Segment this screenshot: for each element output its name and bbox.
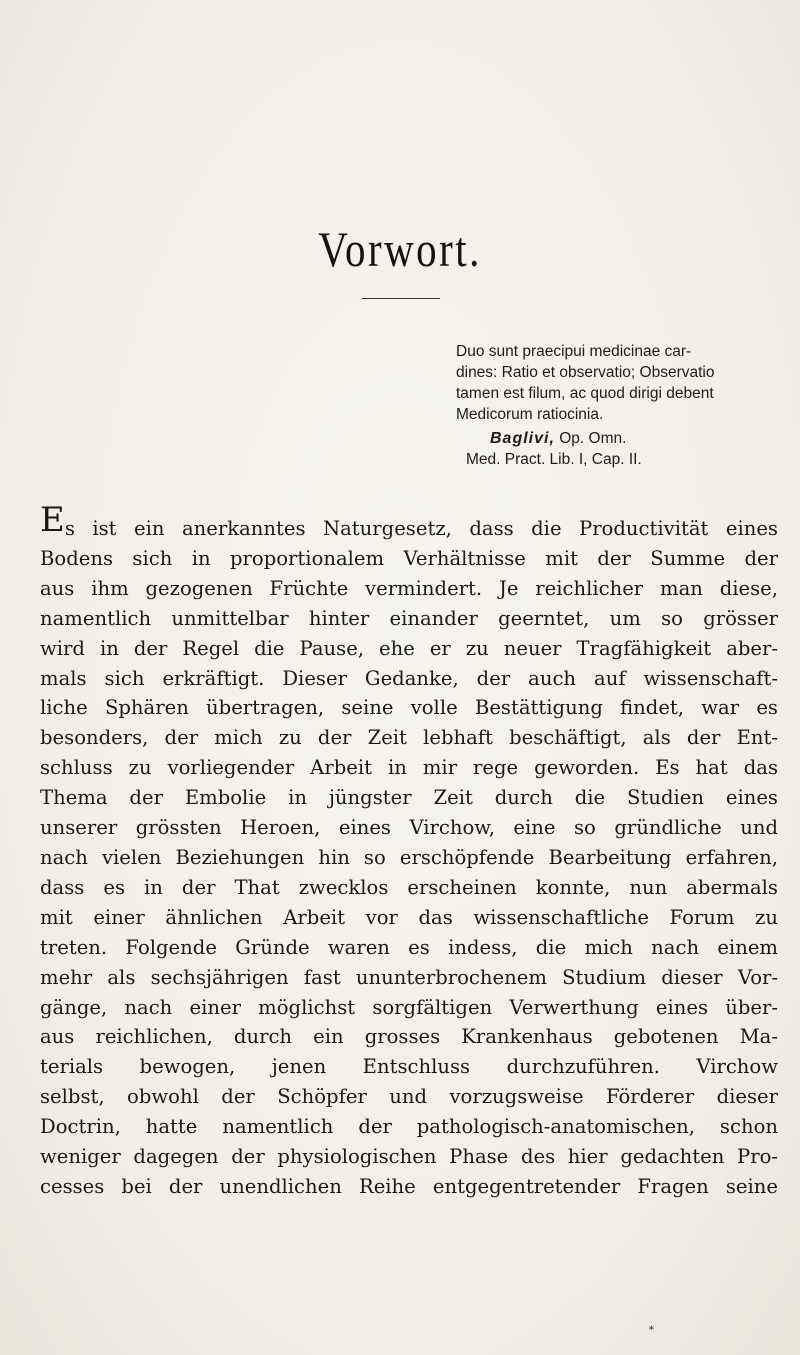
epigraph-line: Duo sunt praecipui medicinae car- (456, 343, 692, 360)
text-line: wird in der Regel die Pause, ehe er zu neuer Tragfähigkeit aber- (40, 636, 778, 660)
epigraph-source-detail: Med. Pract. Lib. I, Cap. II. (466, 451, 642, 468)
body-paragraph (40, 500, 780, 1202)
text-line: mals sich erkräftigt. Dieser Gedanke, der auch auf wissenschaft- (40, 666, 778, 690)
epigraph-source: Op. Omn. (559, 430, 627, 447)
text-line: liche Sphären übertragen, seine volle Bestättigung findet, war es (40, 696, 778, 720)
text-line: Thema der Embolie in jüngster Zeit durch die Studien eines (40, 786, 778, 810)
text-line: selbst, obwohl der Schöpfer und vorzugsweise Förderer dieser (40, 1085, 778, 1109)
text-line-rest: s ist ein anerkanntes Naturgesetz, dass die Productivität eines (64, 517, 778, 540)
epigraph-attribution (466, 428, 780, 470)
text-line: aus reichlichen, durch ein grosses Krankenhaus gebotenen Ma- (40, 1025, 778, 1049)
text-line: besonders, der mich zu der Zeit lebhaft beschäftigt, als der Ent- (40, 726, 778, 750)
text-line: terials bewogen, jenen Entschluss durchzuführen. Virchow (40, 1055, 778, 1079)
text-line (40, 500, 778, 544)
text-line: schluss zu vorliegender Arbeit in mir rege geworden. Es hat das (40, 756, 778, 780)
text-line: mit einer ähnlichen Arbeit vor das wissenschaftliche Forum zu (40, 905, 778, 929)
epigraph-author: Baglivi, (490, 430, 555, 447)
title-divider (362, 298, 440, 299)
text-line: aus ihm gezogenen Früchte vermindert. Je reichlicher man diese, (40, 576, 778, 600)
text-line: unserer grössten Heroen, eines Virchow, eine so gründliche und (40, 816, 778, 840)
epigraph-line: Medicorum ratiocinia. (456, 406, 604, 423)
drop-cap: E (40, 500, 65, 540)
text-line: Bodens sich in proportionalem Verhältnisse mit der Summe der (40, 546, 778, 570)
footer-signature-mark: * (649, 1325, 654, 1336)
text-line: weniger dagegen der physiologischen Phase des hier gedachten Pro- (40, 1145, 778, 1169)
text-line: gänge, nach einer möglichst sorgfältigen Verwerthung eines über- (40, 995, 778, 1019)
text-line: dass es in der That zwecklos erscheinen konnte, nun abermals (40, 875, 778, 899)
epigraph (456, 341, 776, 425)
text-line: mehr als sechsjährigen fast ununterbrochenem Studium dieser Vor- (40, 965, 778, 989)
epigraph-line: tamen est filum, ac quod dirigi debent (456, 385, 714, 402)
text-line: Doctrin, hatte namentlich der pathologisch-anatomischen, schon (40, 1115, 778, 1139)
text-line: treten. Folgende Gründe waren es indess, die mich nach einem (40, 935, 778, 959)
page-title: Vorwort. (318, 221, 482, 277)
text-line: namentlich unmittelbar hinter einander geerntet, um so grösser (40, 606, 778, 630)
text-line: cesses bei der unendlichen Reihe entgegentretender Fragen seine (40, 1174, 778, 1198)
epigraph-line: dines: Ratio et observatio; Observatio (456, 364, 715, 381)
text-line: nach vielen Beziehungen hin so erschöpfende Bearbeitung erfahren, (40, 845, 778, 869)
